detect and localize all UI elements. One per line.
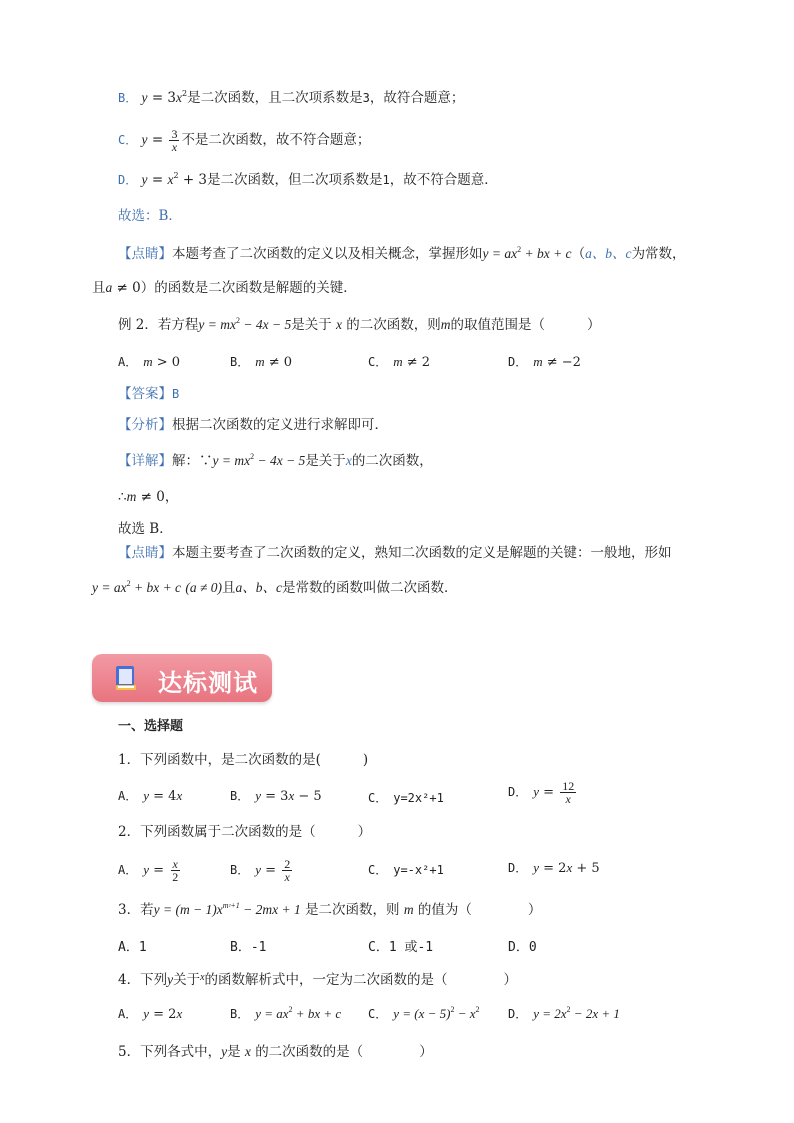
option-label: D．: [508, 1007, 528, 1021]
math-expr: $y = mx^2 - 4x - 5$: [212, 452, 306, 468]
text: ）: [357, 824, 372, 840]
text: 且: [92, 280, 106, 296]
q2-option-b: B． y = $\frac{2}{x}$: [230, 857, 291, 884]
text: 关于: [173, 972, 201, 988]
question-1-stem: [118, 750, 368, 770]
option-label: C．: [118, 133, 138, 147]
text: 的二次函数，: [351, 453, 433, 469]
banner-title: 达标测试: [158, 669, 258, 697]
text: 为常数，: [631, 246, 686, 262]
option-label: D．: [508, 785, 528, 799]
text: y=-x²+1: [393, 863, 444, 877]
q4-option-a: A． y = 2x: [118, 1006, 183, 1022]
choose-line-2: 故选 B．: [118, 521, 173, 537]
q2-option-c: [368, 860, 444, 881]
comment-line-1: 【点睛】本题考查了二次函数的定义以及相关概念，掌握形如$y = ax^2$ + bx + c（a、b、c为常数，: [118, 245, 686, 262]
math-expr: $y = ax^2$ + bx + c: [92, 579, 182, 595]
q1-option-a: A． y = 4x: [118, 788, 183, 804]
text: ）: [587, 317, 601, 333]
math-expr: $y = ax^2$ + bx + c: [482, 245, 572, 261]
vars: a、b、c: [585, 246, 632, 261]
text: 例 2．若方程: [118, 317, 199, 333]
text: 是二次函数，则: [305, 902, 400, 918]
text: 是: [227, 1044, 241, 1060]
text: ）: [419, 1044, 433, 1060]
text: y=2x²+1: [393, 791, 444, 805]
section-banner: [92, 654, 272, 702]
number: 3: [362, 91, 370, 105]
fraction: $\frac{2}{x}$: [284, 857, 291, 884]
book-icon: [114, 665, 138, 695]
therefore-line: ∴m ≠ 0，: [118, 489, 179, 505]
math-expr: $y = mx^2 - 4x - 5$: [198, 316, 292, 332]
text: ): [362, 752, 369, 768]
text: 本题主要考查了二次函数的定义，熟知二次函数的定义是解题的关键：一般地，形如: [172, 545, 672, 561]
option-label: C．: [368, 863, 388, 877]
text: 5．下列各式中，: [118, 1044, 222, 1060]
tag: 【点睛】: [118, 545, 172, 561]
ex2-option-a: A． m > 0: [118, 354, 181, 370]
q1-option-b: B． y = 3x − 5: [230, 788, 322, 804]
tag: 【答案】: [118, 386, 172, 402]
q4-option-b: B． $y = ax^2$ + bx + c: [230, 1005, 342, 1021]
fraction: $\frac{12}{x}$: [562, 779, 575, 806]
math-expr: y: [141, 90, 148, 105]
text: 是二次函数，且二次项系数是: [187, 90, 363, 106]
option-label: B．: [230, 355, 250, 369]
text: 的函数解析式中，一定为二次函数的是（: [204, 972, 448, 988]
q4-option-c: C． $y = (x - 5)^2 - x^2$: [368, 1005, 480, 1021]
text: 是二次函数，但二次项系数是: [207, 172, 383, 188]
option-label: B．: [230, 863, 250, 877]
q2-option-a: A． y = $\frac{x}{2}$: [118, 857, 179, 884]
comment-line-2: [118, 543, 672, 563]
solution-line-d: D． $y = x^2 + 3$是二次函数，但二次项系数是1，故不符合题意．: [118, 171, 498, 188]
text: ∴: [118, 489, 127, 505]
text: 是常数的函数叫做二次函数．: [282, 580, 458, 596]
option-label: A．: [118, 863, 138, 877]
choose-line: 故选：B．: [118, 208, 182, 224]
number: 1: [382, 173, 390, 187]
text: 是关于: [305, 453, 346, 469]
ex2-option-c: C． m ≠ 2: [368, 354, 431, 370]
text: ）: [503, 972, 518, 988]
answer-line: [118, 384, 179, 404]
text: ）的函数是二次函数是解题的关键．: [140, 280, 357, 296]
text: 且: [222, 580, 236, 596]
option-label: D．: [508, 355, 528, 369]
question-4-stem: 4．下列y关于$^x$的函数解析式中，一定为二次函数的是（ ）: [118, 972, 518, 988]
ex2-option-d: D． m ≠ −2: [508, 354, 581, 370]
comment-line-1b: 且a ≠ 0）的函数是二次函数是解题的关键．: [92, 280, 357, 296]
comment-line-2b: $y = ax^2$ + bx + c (a ≠ 0)且a、b、c是常数的函数叫做二次函数．: [92, 579, 458, 596]
text: 的二次函数的是（: [255, 1044, 364, 1060]
tag: 【点睛】: [118, 246, 172, 262]
question-3-stem: 3．若$y = (m - 1)x^{m^2+1} - 2mx + 1$ 是二次函数，则 m 的值为（ ）: [118, 901, 542, 918]
text: ，故符合题意；: [369, 90, 465, 106]
analysis-line: [118, 415, 388, 435]
q1-option-c: [368, 788, 444, 809]
option-label: A．: [118, 1007, 138, 1021]
q3-option-b: B．-1: [230, 940, 267, 955]
q3-option-c: C．1 或-1: [368, 940, 434, 955]
q4-option-d: D． $y = 2x^2 - 2x + 1$: [508, 1005, 620, 1021]
option-label: B．: [230, 1007, 250, 1021]
math-expr: y: [141, 132, 148, 147]
q2-option-d: D． y = 2x + 5: [508, 860, 600, 876]
ex2-option-b: B． m ≠ 0: [230, 354, 293, 370]
text: 的取值范围是（: [450, 317, 546, 333]
q3-option-a: A．1: [118, 940, 147, 955]
math-expr: $y = (m - 1)x^{m^2+1} - 2mx + 1$: [153, 901, 301, 917]
text: 3．若: [118, 902, 154, 918]
text: 本题考查了二次函数的定义以及相关概念，掌握形如: [172, 246, 483, 262]
text: 2．下列函数属于二次函数的是（: [118, 824, 316, 840]
q3-option-d: D．0: [508, 940, 537, 955]
detail-line: 【详解】解：∵y = $mx^2 - 4x - 5$是关于x的二次函数，: [118, 452, 433, 469]
option-label: A．: [118, 789, 138, 803]
solution-line-c: C． y = $\frac{3}{x}$ 不是二次函数，故不符合题意；: [118, 127, 371, 154]
option-label: C．: [368, 355, 388, 369]
option-label: D．: [118, 173, 138, 187]
text: 的二次函数，则: [346, 317, 441, 333]
section-heading: 一、选择题: [118, 719, 184, 734]
option-label: D．: [508, 861, 528, 875]
text: 是关于: [291, 317, 332, 333]
option-label: C．: [368, 1007, 388, 1021]
text: ，故不符合题意．: [389, 172, 498, 188]
question-5-stem: 5．下列各式中，y是 x 的二次函数的是（ ）: [118, 1044, 433, 1060]
option-label: B．: [230, 789, 250, 803]
fraction: $\frac{x}{2}$: [172, 857, 179, 884]
text: 4．下列: [118, 972, 168, 988]
tag: 【分析】: [118, 417, 172, 433]
text: 不是二次函数，故不符合题意；: [181, 132, 371, 148]
option-label: B．: [118, 91, 138, 105]
question-2-stem: [118, 822, 371, 842]
tag: 【详解】: [118, 453, 172, 469]
solution-line-b: B． $y = 3x^2$是二次函数，且二次项系数是3，故符合题意；: [118, 89, 465, 106]
text: 1．下列函数中，是二次函数的是(: [118, 752, 321, 768]
text: 的值为（: [417, 902, 472, 918]
text: 解：∵: [172, 453, 213, 469]
math-expr: a: [105, 280, 113, 295]
text: 根据二次函数的定义进行求解即可．: [172, 417, 388, 433]
text: ）: [527, 902, 542, 918]
math-expr: y: [141, 172, 148, 187]
answer: B: [172, 387, 180, 401]
option-label: A．: [118, 355, 138, 369]
q1-option-d: D． y = $\frac{12}{x}$: [508, 779, 575, 806]
fraction: $\frac{3}{x}$: [171, 127, 178, 154]
example-2-stem: 例 2．若方程$y = mx^2 - 4x - 5$是关于 x 的二次函数，则m的取值范围是（ ）: [118, 316, 601, 333]
option-label: C．: [368, 791, 388, 805]
